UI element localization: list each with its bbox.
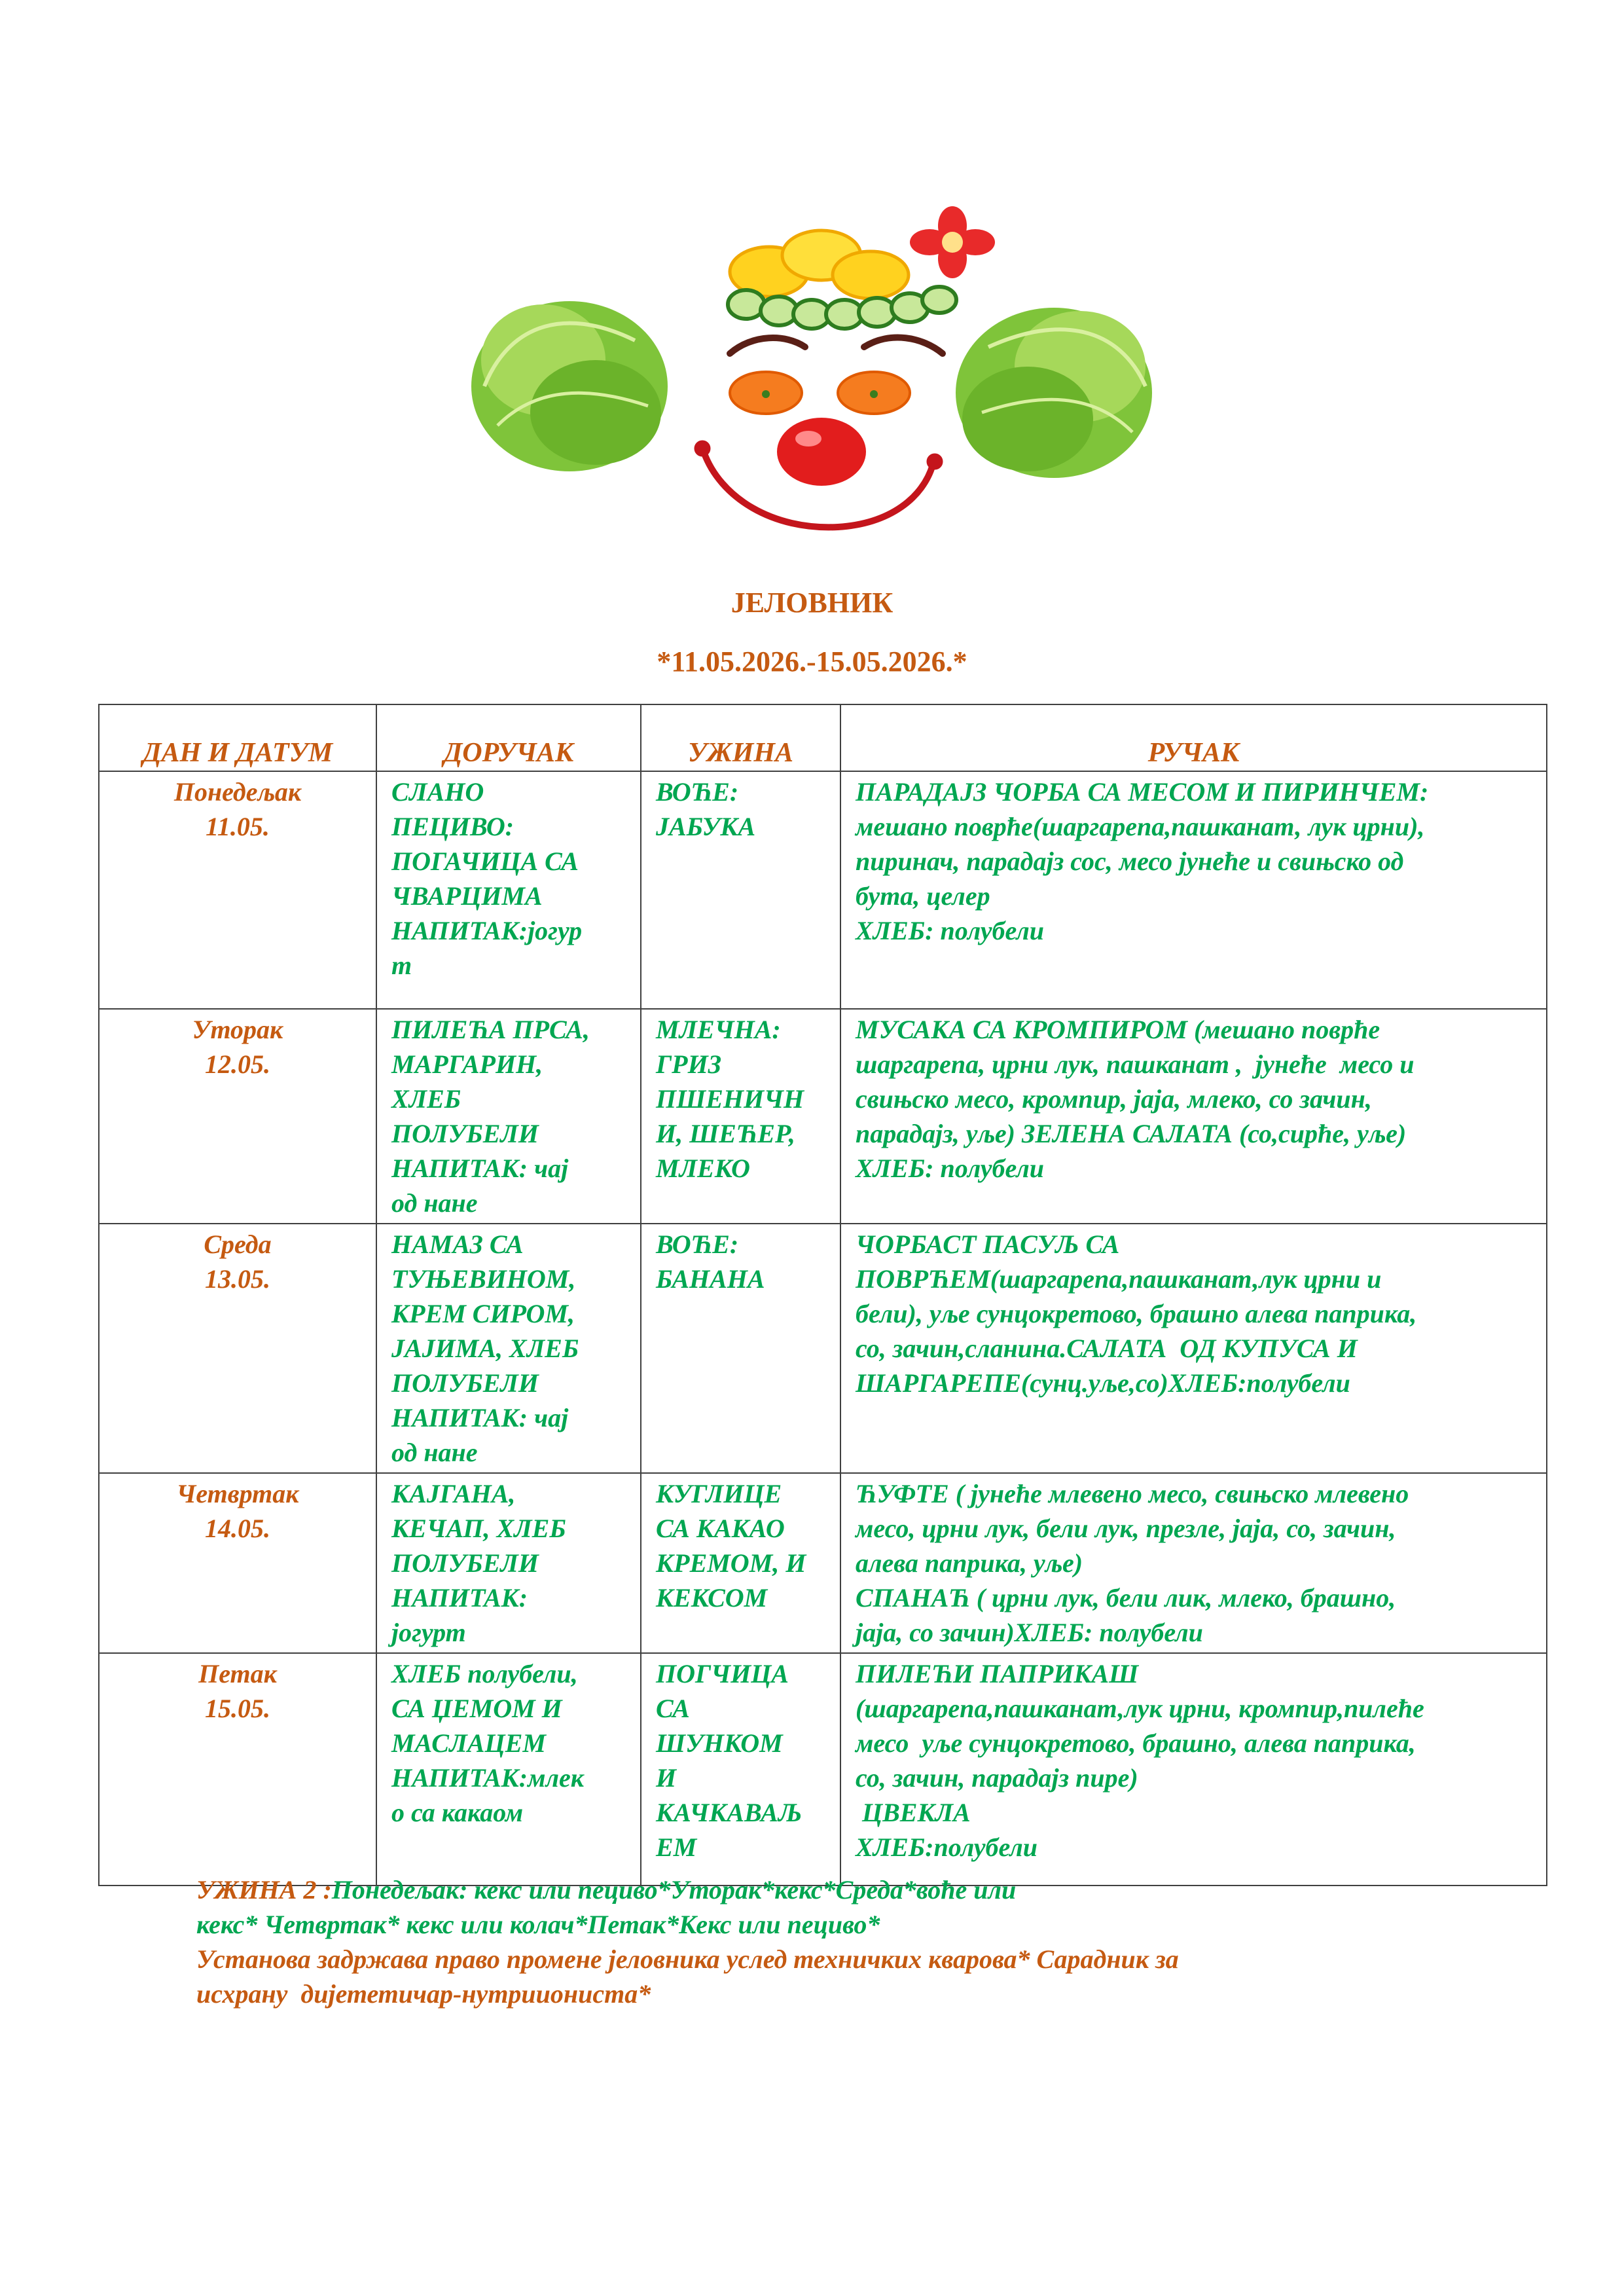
- snack-line: ВОЋЕ:: [656, 777, 739, 807]
- breakfast-line: од нане: [391, 1438, 478, 1467]
- lunch-line: со, зачин,сланина.САЛАТА ОД КУПУСА И: [856, 1334, 1358, 1363]
- breakfast-line: ЈАЈИМА, ХЛЕБ: [391, 1334, 579, 1363]
- eyebrow-left-icon: [730, 338, 805, 354]
- lettuce-right-icon: [956, 308, 1152, 478]
- breakfast-line: КАЈГАНА,: [391, 1479, 516, 1508]
- snack-line: СА КАКАО: [656, 1514, 785, 1543]
- breakfast-cell: [376, 1653, 641, 1886]
- day-name: Уторак: [192, 1015, 283, 1044]
- table-row: [99, 1224, 1547, 1473]
- snack-line: ПОГЧИЦА: [656, 1659, 789, 1688]
- breakfast-line: ПЕЦИВО:: [391, 812, 514, 841]
- menu-table: [98, 704, 1547, 1886]
- breakfast-line: НАПИТАК:: [391, 1583, 528, 1613]
- column-header-breakfast: ДОРУЧАК: [376, 704, 641, 771]
- breakfast-line: о са какаом: [391, 1798, 524, 1827]
- lunch-line: ПАРАДАЈЗ ЧОРБА СА МЕСОМ И ПИРИНЧЕМ:: [856, 777, 1429, 807]
- lunch-line: месо уље сунцокретово, брашно, алева паприка,: [856, 1728, 1416, 1758]
- lunch-line: јаја, со зачин)ХЛЕБ: полубели: [856, 1618, 1203, 1647]
- breakfast-line: КРЕМ СИРОМ,: [391, 1299, 575, 1328]
- table-row: [99, 1009, 1547, 1224]
- snack-line: КЕКСОМ: [656, 1583, 768, 1613]
- day-name: Понедељак: [173, 777, 302, 807]
- vegetable-clown-illustration: [471, 190, 1159, 563]
- lunch-line: МУСАКА СА КРОМПИРОМ (мешано поврће: [856, 1015, 1380, 1044]
- snack-line: БАНАНА: [656, 1264, 765, 1294]
- breakfast-line: ХЛЕБ полубели,: [391, 1659, 578, 1688]
- breakfast-line: НАМАЗ СА: [391, 1230, 524, 1259]
- lunch-line: (шаргарепа,пашканат,лук црни, кромпир,пилеће: [856, 1694, 1424, 1723]
- table-header-row: [99, 704, 1547, 771]
- day-name: Среда: [204, 1230, 272, 1259]
- snack-cell: [641, 1009, 840, 1224]
- snack-line: ГРИЗ: [656, 1049, 722, 1079]
- day-name: Петак: [198, 1659, 277, 1688]
- tomato-nose-icon: [777, 418, 866, 486]
- lunch-line: ХЛЕБ: полубели: [856, 916, 1045, 945]
- lunch-line: пиринач, парадајз сос, месо јунеће и свињско од: [856, 847, 1404, 876]
- column-header-lunch: РУЧАК: [840, 704, 1547, 771]
- breakfast-line: ПОЛУБЕЛИ: [391, 1119, 539, 1148]
- breakfast-line: КЕЧАП, ХЛЕБ: [391, 1514, 566, 1543]
- snack-cell: [641, 1224, 840, 1473]
- snack-line: КАЧКАВАЉ: [656, 1798, 803, 1827]
- snack-cell: [641, 1473, 840, 1653]
- breakfast-line: СА ЏЕМОМ И: [391, 1694, 562, 1723]
- table-row: [99, 771, 1547, 1009]
- column-header-snack: УЖИНА: [641, 704, 840, 771]
- breakfast-line: од нане: [391, 1188, 478, 1218]
- footer-notes: [196, 1872, 1440, 2011]
- snack-cell: [641, 1653, 840, 1886]
- lunch-line: ПОВРЋЕМ(шаргарепа,пашканат,лук црни и: [856, 1264, 1382, 1294]
- lunch-cell: [840, 1009, 1547, 1224]
- lunch-line: ХЛЕБ:полубели: [856, 1832, 1038, 1862]
- day-cell: [99, 1009, 376, 1224]
- day-date: 14.05.: [205, 1514, 270, 1543]
- day-cell: [99, 1653, 376, 1886]
- breakfast-cell: [376, 1473, 641, 1653]
- lunch-cell: [840, 1224, 1547, 1473]
- lettuce-left-icon: [471, 301, 668, 471]
- day-name: Четвртак: [176, 1479, 299, 1508]
- breakfast-cell: [376, 1009, 641, 1224]
- day-cell: [99, 1473, 376, 1653]
- snack-line: МЛЕКО: [656, 1154, 750, 1183]
- snack2-line-1: [196, 1872, 1440, 1907]
- lunch-line: месо, црни лук, бели лук, презле, јаја, со, зачин,: [856, 1514, 1396, 1543]
- lunch-cell: [840, 1473, 1547, 1653]
- strawberry-flower-icon: [910, 206, 995, 278]
- breakfast-line: МАРГАРИН,: [391, 1049, 543, 1079]
- lunch-line: ЋУФТЕ ( јунеће млевено месо, свињско млевено: [856, 1479, 1409, 1508]
- breakfast-line: НАПИТАК:млек: [391, 1763, 585, 1793]
- breakfast-line: НАПИТАК:јогур: [391, 916, 583, 945]
- lunch-line: парадајз, уље) ЗЕЛЕНА САЛАТА (со,сирће, уље): [856, 1119, 1407, 1148]
- lunch-line: ЧОРБАСТ ПАСУЉ СА: [856, 1230, 1120, 1259]
- breakfast-line: ПОЛУБЕЛИ: [391, 1368, 539, 1398]
- snack-line: ШУНКОМ: [656, 1728, 783, 1758]
- breakfast-line: ТУЊЕВИНОМ,: [391, 1264, 576, 1294]
- lemon-hat-icon: [730, 230, 909, 299]
- breakfast-line: ЧВАРЦИМА: [391, 881, 543, 911]
- menu-body: [99, 771, 1547, 1886]
- lunch-line: свињско месо, кромпир, јаја, млеко, со зачин,: [856, 1084, 1372, 1114]
- snack-line: ЕМ: [656, 1832, 697, 1862]
- lunch-line: СПАНАЋ ( црни лук, бели лик, млеко, брашно,: [856, 1583, 1396, 1613]
- lunch-line: ХЛЕБ: полубели: [856, 1154, 1045, 1183]
- day-date: 13.05.: [205, 1264, 270, 1294]
- eyebrow-right-icon: [864, 338, 943, 354]
- day-date: 15.05.: [205, 1694, 270, 1723]
- menu-title: ЈЕЛОВНИК: [731, 587, 893, 619]
- lunch-line: бели), уље сунцокретово, брашно алева паприка,: [856, 1299, 1417, 1328]
- snack2-text-1: Понедељак: кекс или пециво*Уторак*кекс*Среда*воће или: [331, 1875, 1017, 1904]
- snack2-line-2: кекс* Четвртак* кекс или колач*Петак*Кекс или пециво*: [196, 1910, 880, 1939]
- lunch-line: со, зачин, парадајз пире): [856, 1763, 1138, 1793]
- snack-line: СА: [656, 1694, 690, 1723]
- breakfast-cell: [376, 1224, 641, 1473]
- snack-line: КРЕМОМ, И: [656, 1548, 806, 1578]
- snack-line: ЈАБУКА: [656, 812, 756, 841]
- breakfast-line: МАСЛАЦЕМ: [391, 1728, 546, 1758]
- lunch-line: ЦВЕКЛА: [856, 1798, 971, 1827]
- snack2-label: УЖИНА 2 :: [196, 1875, 332, 1904]
- carrot-eyes-icon: [730, 372, 910, 414]
- menu-dates: *11.05.2026.-15.05.2026.*: [657, 646, 967, 678]
- lunch-line: бута, целер: [856, 881, 990, 911]
- breakfast-line: ПИЛЕЋА ПРСА,: [391, 1015, 590, 1044]
- snack-line: ПШЕНИЧН: [656, 1084, 804, 1114]
- breakfast-line: ХЛЕБ: [391, 1084, 461, 1114]
- snack-line: КУГЛИЦЕ: [656, 1479, 782, 1508]
- lunch-line: мешано поврће(шаргарепа,пашканат, лук црни),: [856, 812, 1425, 841]
- notice-line-2: исхрану дијететичар-нутриионистa*: [196, 1979, 651, 2009]
- lunch-line: ПИЛЕЋИ ПАПРИКАШ: [856, 1659, 1139, 1688]
- breakfast-line: јогурт: [391, 1618, 466, 1647]
- snack-line: ВОЋЕ:: [656, 1230, 739, 1259]
- snack-line: И: [656, 1763, 677, 1793]
- column-header-day: ДАН И ДАТУМ: [99, 704, 376, 771]
- day-cell: [99, 1224, 376, 1473]
- notice-line-1: Установа задржава право промене јеловника услед техничких кварова* Сарадник за: [196, 1944, 1179, 1974]
- breakfast-line: НАПИТАК: чај: [391, 1403, 569, 1432]
- table-row: [99, 1653, 1547, 1886]
- breakfast-line: ПОЛУБЕЛИ: [391, 1548, 539, 1578]
- lunch-line: ШАРГАРЕПЕ(сунц.уље,со)ХЛЕБ:полубели: [856, 1368, 1350, 1398]
- table-row: [99, 1473, 1547, 1653]
- snack-line: МЛЕЧНА:: [656, 1015, 781, 1044]
- snack-line: И, ШЕЋЕР,: [656, 1119, 795, 1148]
- snack-cell: [641, 771, 840, 1009]
- breakfast-line: СЛАНО: [391, 777, 484, 807]
- lunch-line: шаргарепа, црни лук, пашканат , јунеће месо и: [856, 1049, 1415, 1079]
- day-date: 12.05.: [205, 1049, 270, 1079]
- breakfast-line: т: [391, 951, 412, 980]
- breakfast-cell: [376, 771, 641, 1009]
- lunch-cell: [840, 1653, 1547, 1886]
- breakfast-line: ПОГАЧИЦА СА: [391, 847, 579, 876]
- lunch-line: алева паприка, уље): [856, 1548, 1083, 1578]
- lunch-cell: [840, 771, 1547, 1009]
- day-date: 11.05.: [206, 812, 270, 841]
- day-cell: [99, 771, 376, 1009]
- breakfast-line: НАПИТАК: чај: [391, 1154, 569, 1183]
